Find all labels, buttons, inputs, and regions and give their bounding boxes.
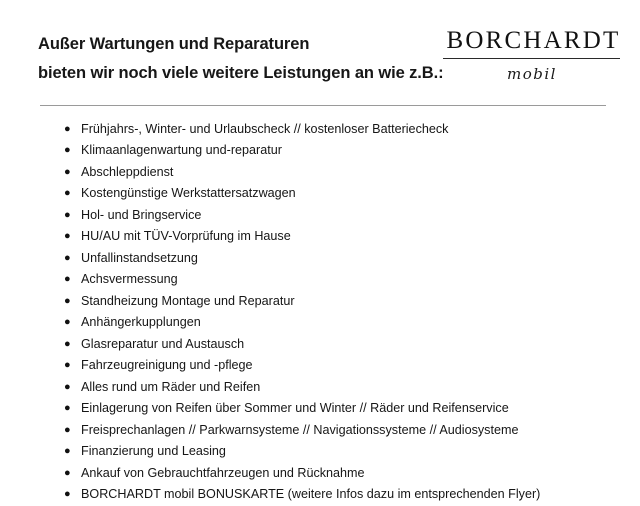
bullet-icon: ● — [64, 359, 71, 372]
list-item — [64, 183, 612, 205]
list-item — [64, 463, 612, 485]
list-item-label: Hol- und Bringservice — [81, 207, 202, 222]
list-item — [64, 398, 612, 420]
list-item — [64, 140, 612, 162]
list-item-label: Alles rund um Räder und Reifen — [81, 379, 261, 394]
brand-logo — [443, 26, 626, 83]
bullet-icon: ● — [64, 273, 71, 286]
bullet-icon: ● — [64, 337, 71, 350]
list-item — [64, 248, 612, 270]
list-item-label: Achsvermessung — [81, 272, 178, 287]
bullet-icon: ● — [64, 402, 71, 415]
list-item-label: Ankauf von Gebrauchtfahrzeugen und Rücknahme — [81, 465, 365, 480]
bullet-icon: ● — [64, 230, 71, 243]
list-item — [64, 291, 612, 313]
list-item-label: Unfallinstandsetzung — [81, 250, 198, 265]
brand-divider — [443, 58, 620, 59]
bullet-icon: ● — [64, 466, 71, 479]
bullet-icon: ● — [64, 488, 71, 501]
header-divider — [40, 105, 606, 106]
headline-line-2: bieten wir noch viele weitere Leistungen an wie z.B.: — [38, 63, 444, 82]
bullet-icon: ● — [64, 122, 71, 135]
list-item — [64, 119, 612, 141]
bullet-icon: ● — [64, 187, 71, 200]
bullet-icon: ● — [64, 294, 71, 307]
list-item-label: Frühjahrs-, Winter- und Urlaubscheck // kostenloser Batteriecheck — [81, 121, 449, 136]
list-item-label: Anhängerkupplungen — [81, 315, 201, 330]
bullet-icon: ● — [64, 423, 71, 436]
list-item — [64, 312, 612, 334]
services-list — [38, 119, 612, 506]
list-item-label: Abschleppdienst — [81, 164, 174, 179]
list-item-label: Einlagerung von Reifen über Sommer und Winter // Räder und Reifenservice — [81, 401, 509, 416]
list-item — [64, 226, 612, 248]
list-item — [64, 269, 612, 291]
list-item-label: BORCHARDT mobil BONUSKARTE (weitere Infos dazu im entsprechenden Flyer) — [81, 487, 541, 502]
bullet-icon: ● — [64, 165, 71, 178]
list-item-label: Glasreparatur und Austausch — [81, 336, 245, 351]
headline-line-1: Außer Wartungen und Reparaturen — [38, 35, 310, 53]
bullet-icon: ● — [64, 445, 71, 458]
list-item-label: Kostengünstige Werkstattersatzwagen — [81, 186, 296, 201]
list-item — [64, 377, 612, 399]
list-item-label: Standheizung Montage und Reparatur — [81, 293, 295, 308]
list-item-label: Finanzierung und Leasing — [81, 444, 226, 459]
list-item-label: Freisprechanlagen // Parkwarnsysteme // Navigationssysteme // Audiosysteme — [81, 422, 519, 437]
document-header — [38, 26, 621, 88]
list-item — [64, 355, 612, 377]
bullet-icon: ● — [64, 208, 71, 221]
bullet-icon: ● — [64, 316, 71, 329]
list-item — [64, 484, 612, 506]
list-item — [64, 441, 612, 463]
list-item — [64, 162, 612, 184]
brand-name: BORCHARDT — [446, 27, 621, 54]
brand-subtitle: mobil — [506, 65, 557, 83]
list-item — [64, 334, 612, 356]
page-title — [38, 26, 443, 88]
bullet-icon: ● — [64, 380, 71, 393]
list-item — [64, 420, 612, 442]
bullet-icon: ● — [64, 144, 71, 157]
list-item-label: Klimaanlagenwartung und-reparatur — [81, 143, 282, 158]
list-item-label: Fahrzeugreinigung und -pflege — [81, 358, 253, 373]
bullet-icon: ● — [64, 251, 71, 264]
list-item-label: HU/AU mit TÜV-Vorprüfung im Hause — [81, 229, 291, 244]
list-item — [64, 205, 612, 227]
